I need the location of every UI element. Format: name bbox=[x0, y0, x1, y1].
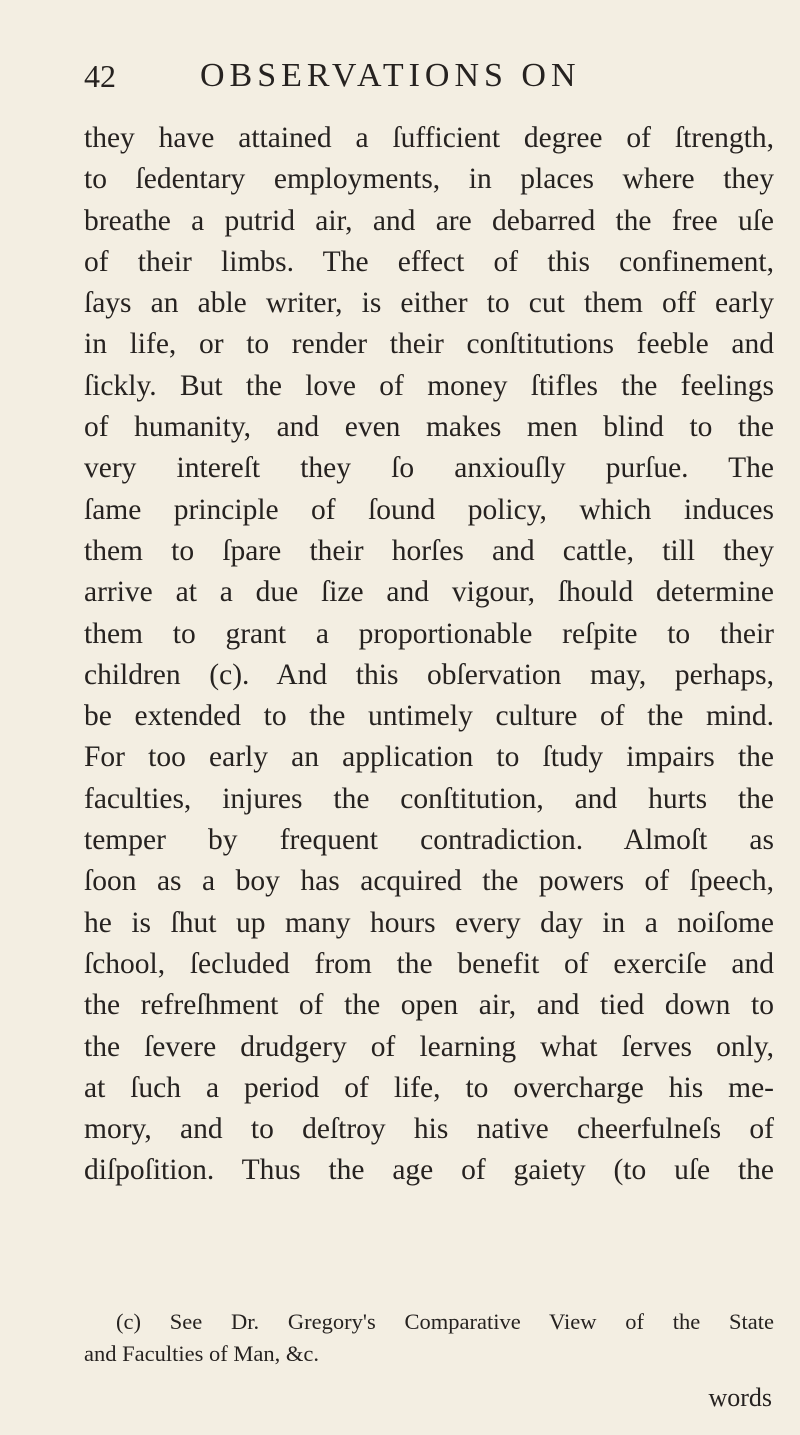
catchword: words bbox=[708, 1383, 772, 1412]
page-number: 42 bbox=[84, 58, 116, 94]
text-line: the refreſhment of the open air, and tied down to bbox=[84, 989, 774, 1022]
text-line: of humanity, and even makes men blind to the bbox=[84, 411, 774, 444]
text-line: them to ſpare their horſes and cattle, till they bbox=[84, 534, 774, 567]
text-line: in life, or to render their conſtitutions feeble and bbox=[84, 328, 774, 361]
text-line: ſickly. But the love of money ſtifles the feelings bbox=[84, 369, 774, 402]
text-line: For too early an application to ſtudy impairs the bbox=[84, 741, 774, 774]
footnote-line: and Faculties of Man, &c. bbox=[84, 1341, 319, 1366]
footnote bbox=[84, 1306, 774, 1370]
text-line: of their limbs. The effect of this confinement, bbox=[84, 245, 774, 278]
page-header bbox=[84, 52, 774, 100]
text-line: ſays an able writer, is either to cut them off early bbox=[84, 287, 774, 320]
text-line: breathe a putrid air, and are debarred the free uſe bbox=[84, 204, 774, 237]
text-line: arrive at a due ſize and vigour, ſhould determine bbox=[84, 576, 774, 609]
text-line: children (c). And this obſervation may, perhaps, bbox=[84, 658, 774, 691]
text-line: be extended to the untimely culture of the mind. bbox=[84, 700, 774, 733]
text-line: very intereſt they ſo anxiouſly purſue. The bbox=[84, 452, 774, 485]
body-text bbox=[84, 118, 774, 1192]
text-line: the ſevere drudgery of learning what ſerves only, bbox=[84, 1030, 774, 1063]
text-line: to ſedentary employments, in places where they bbox=[84, 163, 774, 196]
text-line: temper by frequent contradiction. Almoſt as bbox=[84, 824, 774, 857]
text-line: diſpoſition. Thus the age of gaiety (to uſe the bbox=[84, 1154, 774, 1187]
text-line: faculties, injures the conſtitution, and hurts the bbox=[84, 782, 774, 815]
text-line: mory, and to deſtroy his native cheerfulneſs of bbox=[84, 1113, 774, 1146]
text-line: they have attained a ſufficient degree of ſtrength, bbox=[84, 122, 774, 154]
running-title: OBSERVATIONS ON bbox=[200, 57, 581, 94]
text-line: he is ſhut up many hours every day in a noiſome bbox=[84, 906, 774, 939]
text-line: them to grant a proportionable reſpite to their bbox=[84, 617, 774, 650]
text-line: ſchool, ſecluded from the benefit of exerciſe and bbox=[84, 947, 774, 980]
footnote-line: (c) See Dr. Gregory's Comparative View of the State bbox=[116, 1309, 774, 1334]
text-line: at ſuch a period of life, to overcharge his me- bbox=[84, 1071, 774, 1104]
text-line: ſoon as a boy has acquired the powers of ſpeech, bbox=[84, 865, 774, 898]
text-line: ſame principle of ſound policy, which induces bbox=[84, 493, 774, 526]
